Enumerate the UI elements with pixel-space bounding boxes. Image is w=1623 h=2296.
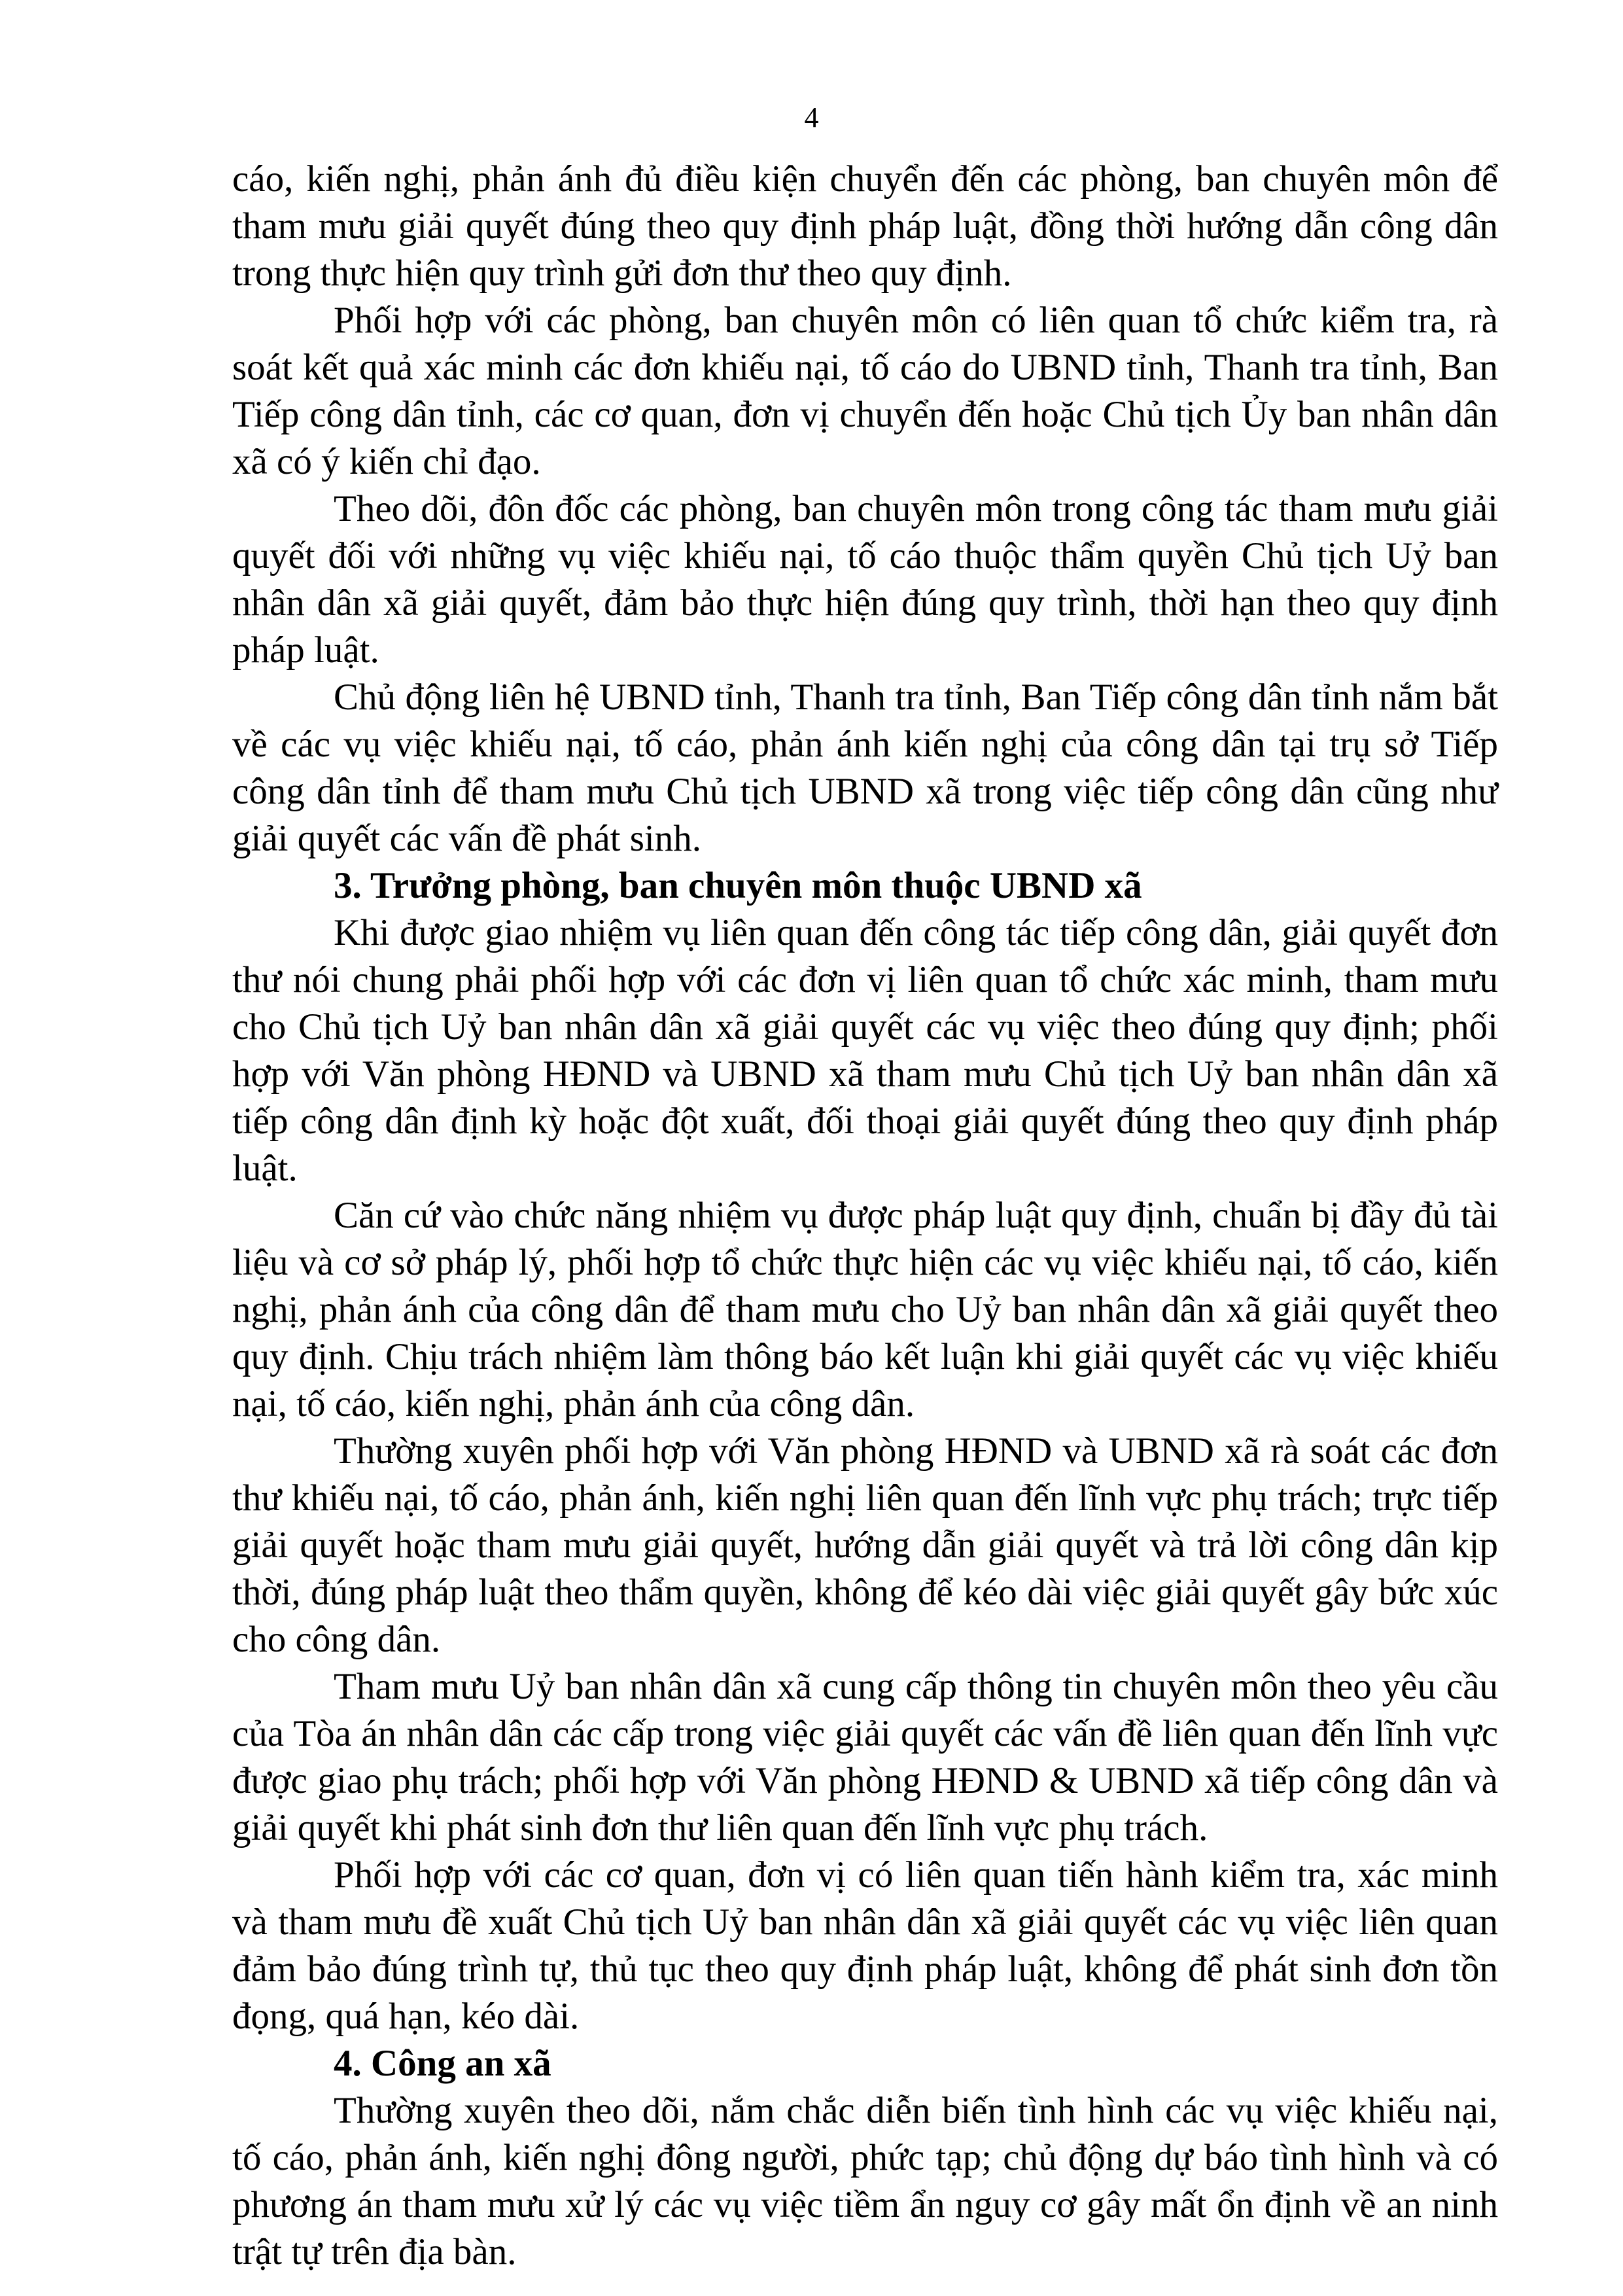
document-body — [232, 156, 1498, 2276]
section-heading-3: 3. Trưởng phòng, ban chuyên môn thuộc UBND xã — [334, 865, 1142, 906]
paragraph-10: Thường xuyên theo dõi, nắm chắc diễn biến tình hình các vụ việc khiếu nại, tố cáo, phản ánh, kiến nghị đông người, phức tạp; chủ động dự báo tình hình và có phương án tham mưu xử lý các vụ việc tiềm ẩn nguy cơ gây mất ổn định về an ninh trật tự trên địa bàn. — [232, 2090, 1498, 2272]
paragraph-8: Tham mưu Uỷ ban nhân dân xã cung cấp thông tin chuyên môn theo yêu cầu của Tòa án nhân dân các cấp trong việc giải quyết các vấn đề liên quan đến lĩnh vực được giao phụ trách; phối hợp với Văn phòng HĐND & UBND xã tiếp công dân và giải quyết khi phát sinh đơn thư liên quan đến lĩnh vực phụ trách. — [232, 1666, 1498, 1848]
paragraph-4: Chủ động liên hệ UBND tỉnh, Thanh tra tỉnh, Ban Tiếp công dân tỉnh nắm bắt về các vụ việc khiếu nại, tố cáo, phản ánh kiến nghị của công dân tại trụ sở Tiếp công dân tỉnh để tham mưu Chủ tịch UBND xã trong việc tiếp công dân cũng như giải quyết các vấn đề phát sinh. — [232, 677, 1498, 859]
paragraph-3: Theo dõi, đôn đốc các phòng, ban chuyên môn trong công tác tham mưu giải quyết đối với những vụ việc khiếu nại, tố cáo thuộc thẩm quyền Chủ tịch Uỷ ban nhân dân xã giải quyết, đảm bảo thực hiện đúng quy trình, thời hạn theo quy định pháp luật. — [232, 488, 1498, 671]
paragraph-5: Khi được giao nhiệm vụ liên quan đến công tác tiếp công dân, giải quyết đơn thư nói chung phải phối hợp với các đơn vị liên quan tổ chức xác minh, tham mưu cho Chủ tịch Uỷ ban nhân dân xã giải quyết các vụ việc theo đúng quy định; phối hợp với Văn phòng HĐND và UBND xã tham mưu Chủ tịch Uỷ ban nhân dân xã tiếp công dân định kỳ hoặc đột xuất, đối thoại giải quyết đúng theo quy định pháp luật. — [232, 912, 1498, 1189]
section-heading-4: 4. Công an xã — [334, 2043, 551, 2084]
paragraph-1: cáo, kiến nghị, phản ánh đủ điều kiện chuyển đến các phòng, ban chuyên môn để tham mưu giải quyết đúng theo quy định pháp luật, đồng thời hướng dẫn công dân trong thực hiện quy trình gửi đơn thư theo quy định. — [232, 158, 1498, 294]
paragraph-7: Thường xuyên phối hợp với Văn phòng HĐND và UBND xã rà soát các đơn thư khiếu nại, tố cáo, phản ánh, kiến nghị liên quan đến lĩnh vực phụ trách; trực tiếp giải quyết hoặc tham mưu giải quyết, hướng dẫn giải quyết và trả lời công dân kịp thời, đúng pháp luật theo thẩm quyền, không để kéo dài việc giải quyết gây bức xúc cho công dân. — [232, 1430, 1498, 1660]
page-number: 4 — [804, 101, 819, 133]
paragraph-6: Căn cứ vào chức năng nhiệm vụ được pháp luật quy định, chuẩn bị đầy đủ tài liệu và cơ sở pháp lý, phối hợp tổ chức thực hiện các vụ việc khiếu nại, tố cáo, kiến nghị, phản ánh của công dân để tham mưu cho Uỷ ban nhân dân xã giải quyết theo quy định. Chịu trách nhiệm làm thông báo kết luận khi giải quyết các vụ việc khiếu nại, tố cáo, kiến nghị, phản ánh của công dân. — [232, 1195, 1498, 1424]
paragraph-2: Phối hợp với các phòng, ban chuyên môn có liên quan tổ chức kiểm tra, rà soát kết quả xác minh các đơn khiếu nại, tố cáo do UBND tỉnh, Thanh tra tỉnh, Ban Tiếp công dân tỉnh, các cơ quan, đơn vị chuyển đến hoặc Chủ tịch Ủy ban nhân dân xã có ý kiến chỉ đạo. — [232, 300, 1498, 482]
paragraph-9: Phối hợp với các cơ quan, đơn vị có liên quan tiến hành kiểm tra, xác minh và tham mưu đề xuất Chủ tịch Uỷ ban nhân dân xã giải quyết các vụ việc liên quan đảm bảo đúng trình tự, thủ tục theo quy định pháp luật, không để phát sinh đơn tồn đọng, quá hạn, kéo dài. — [232, 1854, 1498, 2037]
